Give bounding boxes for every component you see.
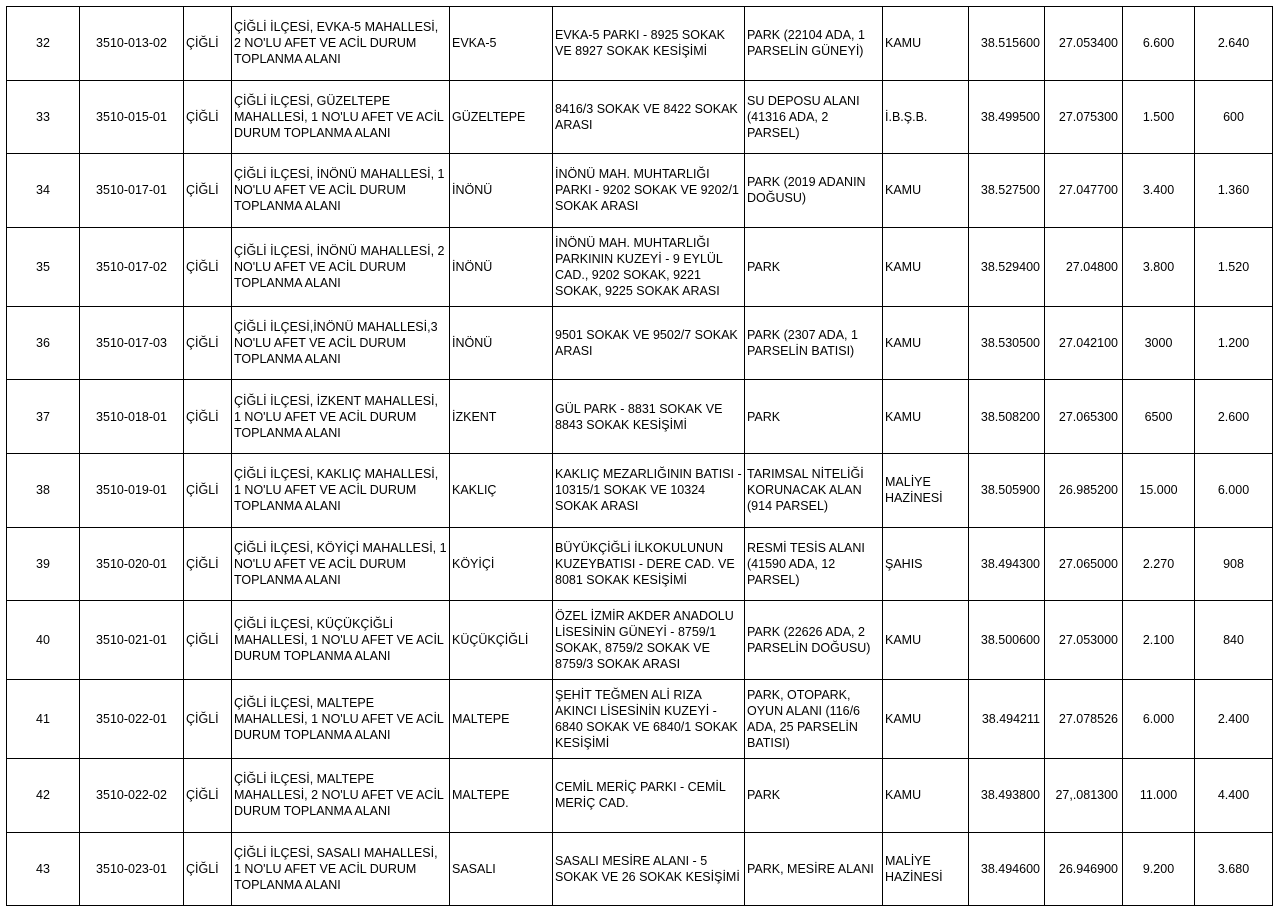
cell-location: CEMİL MERİÇ PARKI - CEMİL MERİÇ CAD. — [553, 759, 745, 833]
cell-area-type: SU DEPOSU ALANI (41316 ADA, 2 PARSEL) — [745, 80, 883, 154]
cell-longitude: 27.075300 — [1045, 80, 1123, 154]
cell-row-number: 36 — [7, 306, 80, 380]
cell-latitude: 38.530500 — [969, 306, 1045, 380]
cell-area-type: PARK (22104 ADA, 1 PARSELİN GÜNEYİ) — [745, 7, 883, 81]
cell-district: ÇİĞLİ — [184, 453, 232, 527]
cell-area-code: 3510-022-01 — [80, 680, 184, 759]
cell-area-size: 6500 — [1123, 380, 1195, 454]
cell-latitude: 38.508200 — [969, 380, 1045, 454]
cell-district: ÇİĞLİ — [184, 80, 232, 154]
cell-area-type: TARIMSAL NİTELİĞİ KORUNACAK ALAN (914 PARSEL) — [745, 453, 883, 527]
table-row — [7, 306, 1273, 380]
cell-area-size: 2.100 — [1123, 601, 1195, 680]
cell-capacity: 2.400 — [1195, 680, 1273, 759]
cell-ownership: KAMU — [883, 680, 969, 759]
cell-row-number: 39 — [7, 527, 80, 601]
cell-area-type: PARK (22626 ADA, 2 PARSELİN DOĞUSU) — [745, 601, 883, 680]
cell-area-code: 3510-017-03 — [80, 306, 184, 380]
cell-area-size: 11.000 — [1123, 759, 1195, 833]
table-row — [7, 680, 1273, 759]
cell-longitude: 26.985200 — [1045, 453, 1123, 527]
table-row — [7, 832, 1273, 906]
cell-longitude: 27.053400 — [1045, 7, 1123, 81]
cell-neighborhood: KÖYİÇİ — [450, 527, 553, 601]
cell-capacity: 6.000 — [1195, 453, 1273, 527]
cell-area-code: 3510-018-01 — [80, 380, 184, 454]
cell-latitude: 38.529400 — [969, 227, 1045, 306]
cell-area-type: PARK, OTOPARK, OYUN ALANI (116/6 ADA, 25 PARSELİN BATISI) — [745, 680, 883, 759]
cell-longitude: 27.053000 — [1045, 601, 1123, 680]
table-row — [7, 453, 1273, 527]
cell-capacity: 3.680 — [1195, 832, 1273, 906]
cell-neighborhood: MALTEPE — [450, 759, 553, 833]
table-row — [7, 601, 1273, 680]
cell-longitude: 26.946900 — [1045, 832, 1123, 906]
table-row — [7, 227, 1273, 306]
cell-location: 8416/3 SOKAK VE 8422 SOKAK ARASI — [553, 80, 745, 154]
cell-neighborhood: MALTEPE — [450, 680, 553, 759]
cell-neighborhood: İNÖNÜ — [450, 154, 553, 228]
table-row — [7, 527, 1273, 601]
cell-area-size: 3000 — [1123, 306, 1195, 380]
cell-area-code: 3510-020-01 — [80, 527, 184, 601]
cell-longitude: 27.047700 — [1045, 154, 1123, 228]
cell-neighborhood: İNÖNÜ — [450, 227, 553, 306]
cell-neighborhood: KAKLIÇ — [450, 453, 553, 527]
cell-latitude: 38.499500 — [969, 80, 1045, 154]
cell-area-name: ÇİĞLİ İLÇESİ, KAKLIÇ MAHALLESİ, 1 NO'LU AFET VE ACİL DURUM TOPLANMA ALANI — [232, 453, 450, 527]
table-row — [7, 7, 1273, 81]
cell-capacity: 1.200 — [1195, 306, 1273, 380]
cell-district: ÇİĞLİ — [184, 680, 232, 759]
cell-area-size: 3.400 — [1123, 154, 1195, 228]
cell-row-number: 40 — [7, 601, 80, 680]
cell-district: ÇİĞLİ — [184, 306, 232, 380]
cell-row-number: 33 — [7, 80, 80, 154]
cell-latitude: 38.500600 — [969, 601, 1045, 680]
cell-ownership: KAMU — [883, 7, 969, 81]
cell-ownership: KAMU — [883, 380, 969, 454]
cell-district: ÇİĞLİ — [184, 832, 232, 906]
cell-area-type: PARK, MESİRE ALANI — [745, 832, 883, 906]
cell-area-name: ÇİĞLİ İLÇESİ,İNÖNÜ MAHALLESİ,3 NO'LU AFET VE ACİL DURUM TOPLANMA ALANI — [232, 306, 450, 380]
cell-location: 9501 SOKAK VE 9502/7 SOKAK ARASI — [553, 306, 745, 380]
cell-location: İNÖNÜ MAH. MUHTARLIĞI PARKI - 9202 SOKAK VE 9202/1 SOKAK ARASI — [553, 154, 745, 228]
cell-capacity: 1.520 — [1195, 227, 1273, 306]
cell-ownership: KAMU — [883, 306, 969, 380]
cell-location: İNÖNÜ MAH. MUHTARLIĞI PARKININ KUZEYİ - 9 EYLÜL CAD., 9202 SOKAK, 9221 SOKAK, 9225 SOKAK ARASI — [553, 227, 745, 306]
cell-area-name: ÇİĞLİ İLÇESİ, MALTEPE MAHALLESİ, 1 NO'LU AFET VE ACİL DURUM TOPLANMA ALANI — [232, 680, 450, 759]
cell-capacity: 600 — [1195, 80, 1273, 154]
assembly-areas-table — [6, 6, 1273, 906]
cell-area-size: 3.800 — [1123, 227, 1195, 306]
cell-row-number: 37 — [7, 380, 80, 454]
cell-location: ÖZEL İZMİR AKDER ANADOLU LİSESİNİN GÜNEYİ - 8759/1 SOKAK, 8759/2 SOKAK VE 8759/3 SOKAK ARASI — [553, 601, 745, 680]
cell-ownership: KAMU — [883, 759, 969, 833]
cell-area-name: ÇİĞLİ İLÇESİ, KÜÇÜKÇİĞLİ MAHALLESİ, 1 NO'LU AFET VE ACİL DURUM TOPLANMA ALANI — [232, 601, 450, 680]
cell-area-name: ÇİĞLİ İLÇESİ, GÜZELTEPE MAHALLESİ, 1 NO'LU AFET VE ACİL DURUM TOPLANMA ALANI — [232, 80, 450, 154]
cell-capacity: 1.360 — [1195, 154, 1273, 228]
cell-area-type: PARK (2307 ADA, 1 PARSELİN BATISI) — [745, 306, 883, 380]
cell-district: ÇİĞLİ — [184, 527, 232, 601]
cell-latitude: 38.494300 — [969, 527, 1045, 601]
cell-area-name: ÇİĞLİ İLÇESİ, SASALI MAHALLESİ, 1 NO'LU AFET VE ACİL DURUM TOPLANMA ALANI — [232, 832, 450, 906]
cell-ownership: MALİYE HAZİNESİ — [883, 832, 969, 906]
cell-neighborhood: GÜZELTEPE — [450, 80, 553, 154]
cell-district: ÇİĞLİ — [184, 227, 232, 306]
cell-area-size: 6.600 — [1123, 7, 1195, 81]
cell-district: ÇİĞLİ — [184, 380, 232, 454]
cell-latitude: 38.494211 — [969, 680, 1045, 759]
table-row — [7, 154, 1273, 228]
cell-area-size: 9.200 — [1123, 832, 1195, 906]
cell-capacity: 840 — [1195, 601, 1273, 680]
cell-area-code: 3510-017-01 — [80, 154, 184, 228]
cell-area-name: ÇİĞLİ İLÇESİ, MALTEPE MAHALLESİ, 2 NO'LU AFET VE ACİL DURUM TOPLANMA ALANI — [232, 759, 450, 833]
table-row — [7, 380, 1273, 454]
cell-latitude: 38.493800 — [969, 759, 1045, 833]
cell-location: SASALI MESİRE ALANI - 5 SOKAK VE 26 SOKAK KESİŞİMİ — [553, 832, 745, 906]
cell-location: EVKA-5 PARKI - 8925 SOKAK VE 8927 SOKAK KESİŞİMİ — [553, 7, 745, 81]
cell-latitude: 38.505900 — [969, 453, 1045, 527]
cell-area-size: 1.500 — [1123, 80, 1195, 154]
cell-latitude: 38.527500 — [969, 154, 1045, 228]
cell-capacity: 4.400 — [1195, 759, 1273, 833]
cell-area-code: 3510-022-02 — [80, 759, 184, 833]
cell-row-number: 32 — [7, 7, 80, 81]
cell-area-type: PARK — [745, 759, 883, 833]
cell-longitude: 27.04800 — [1045, 227, 1123, 306]
cell-latitude: 38.494600 — [969, 832, 1045, 906]
table-row — [7, 759, 1273, 833]
cell-longitude: 27.065300 — [1045, 380, 1123, 454]
table-body — [7, 7, 1273, 906]
cell-row-number: 38 — [7, 453, 80, 527]
cell-neighborhood: İZKENT — [450, 380, 553, 454]
cell-area-name: ÇİĞLİ İLÇESİ, KÖYİÇİ MAHALLESİ, 1 NO'LU AFET VE ACİL DURUM TOPLANMA ALANI — [232, 527, 450, 601]
cell-neighborhood: İNÖNÜ — [450, 306, 553, 380]
cell-area-code: 3510-021-01 — [80, 601, 184, 680]
cell-longitude: 27.078526 — [1045, 680, 1123, 759]
cell-area-name: ÇİĞLİ İLÇESİ, İNÖNÜ MAHALLESİ, 2 NO'LU AFET VE ACİL DURUM TOPLANMA ALANI — [232, 227, 450, 306]
cell-area-name: ÇİĞLİ İLÇESİ, EVKA-5 MAHALLESİ, 2 NO'LU AFET VE ACİL DURUM TOPLANMA ALANI — [232, 7, 450, 81]
cell-area-type: PARK (2019 ADANIN DOĞUSU) — [745, 154, 883, 228]
cell-area-type: RESMİ TESİS ALANI (41590 ADA, 12 PARSEL) — [745, 527, 883, 601]
cell-capacity: 2.600 — [1195, 380, 1273, 454]
cell-area-size: 15.000 — [1123, 453, 1195, 527]
cell-location: ŞEHİT TEĞMEN ALİ RIZA AKINCI LİSESİNİN KUZEYİ - 6840 SOKAK VE 6840/1 SOKAK KESİŞİMİ — [553, 680, 745, 759]
cell-longitude: 27.042100 — [1045, 306, 1123, 380]
cell-row-number: 35 — [7, 227, 80, 306]
cell-latitude: 38.515600 — [969, 7, 1045, 81]
cell-area-code: 3510-013-02 — [80, 7, 184, 81]
cell-longitude: 27.065000 — [1045, 527, 1123, 601]
cell-location: GÜL PARK - 8831 SOKAK VE 8843 SOKAK KESİŞİMİ — [553, 380, 745, 454]
cell-ownership: İ.B.Ş.B. — [883, 80, 969, 154]
cell-district: ÇİĞLİ — [184, 601, 232, 680]
cell-ownership: KAMU — [883, 227, 969, 306]
cell-neighborhood: SASALI — [450, 832, 553, 906]
cell-location: KAKLIÇ MEZARLIĞININ BATISI - 10315/1 SOKAK VE 10324 SOKAK ARASI — [553, 453, 745, 527]
table-row — [7, 80, 1273, 154]
cell-district: ÇİĞLİ — [184, 154, 232, 228]
cell-district: ÇİĞLİ — [184, 759, 232, 833]
cell-area-name: ÇİĞLİ İLÇESİ, İZKENT MAHALLESİ, 1 NO'LU AFET VE ACİL DURUM TOPLANMA ALANI — [232, 380, 450, 454]
cell-neighborhood: EVKA-5 — [450, 7, 553, 81]
cell-row-number: 42 — [7, 759, 80, 833]
cell-row-number: 43 — [7, 832, 80, 906]
cell-area-size: 2.270 — [1123, 527, 1195, 601]
cell-ownership: KAMU — [883, 154, 969, 228]
cell-ownership: ŞAHIS — [883, 527, 969, 601]
cell-neighborhood: KÜÇÜKÇİĞLİ — [450, 601, 553, 680]
cell-location: BÜYÜKÇİĞLİ İLKOKULUNUN KUZEYBATISI - DERE CAD. VE 8081 SOKAK KESİŞİMİ — [553, 527, 745, 601]
cell-longitude: 27,.081300 — [1045, 759, 1123, 833]
cell-area-type: PARK — [745, 380, 883, 454]
cell-row-number: 34 — [7, 154, 80, 228]
cell-capacity: 908 — [1195, 527, 1273, 601]
cell-district: ÇİĞLİ — [184, 7, 232, 81]
cell-area-code: 3510-017-02 — [80, 227, 184, 306]
cell-ownership: MALİYE HAZİNESİ — [883, 453, 969, 527]
cell-row-number: 41 — [7, 680, 80, 759]
cell-area-type: PARK — [745, 227, 883, 306]
cell-area-name: ÇİĞLİ İLÇESİ, İNÖNÜ MAHALLESİ, 1 NO'LU AFET VE ACİL DURUM TOPLANMA ALANI — [232, 154, 450, 228]
cell-area-code: 3510-019-01 — [80, 453, 184, 527]
cell-capacity: 2.640 — [1195, 7, 1273, 81]
cell-area-code: 3510-015-01 — [80, 80, 184, 154]
cell-area-code: 3510-023-01 — [80, 832, 184, 906]
cell-ownership: KAMU — [883, 601, 969, 680]
cell-area-size: 6.000 — [1123, 680, 1195, 759]
